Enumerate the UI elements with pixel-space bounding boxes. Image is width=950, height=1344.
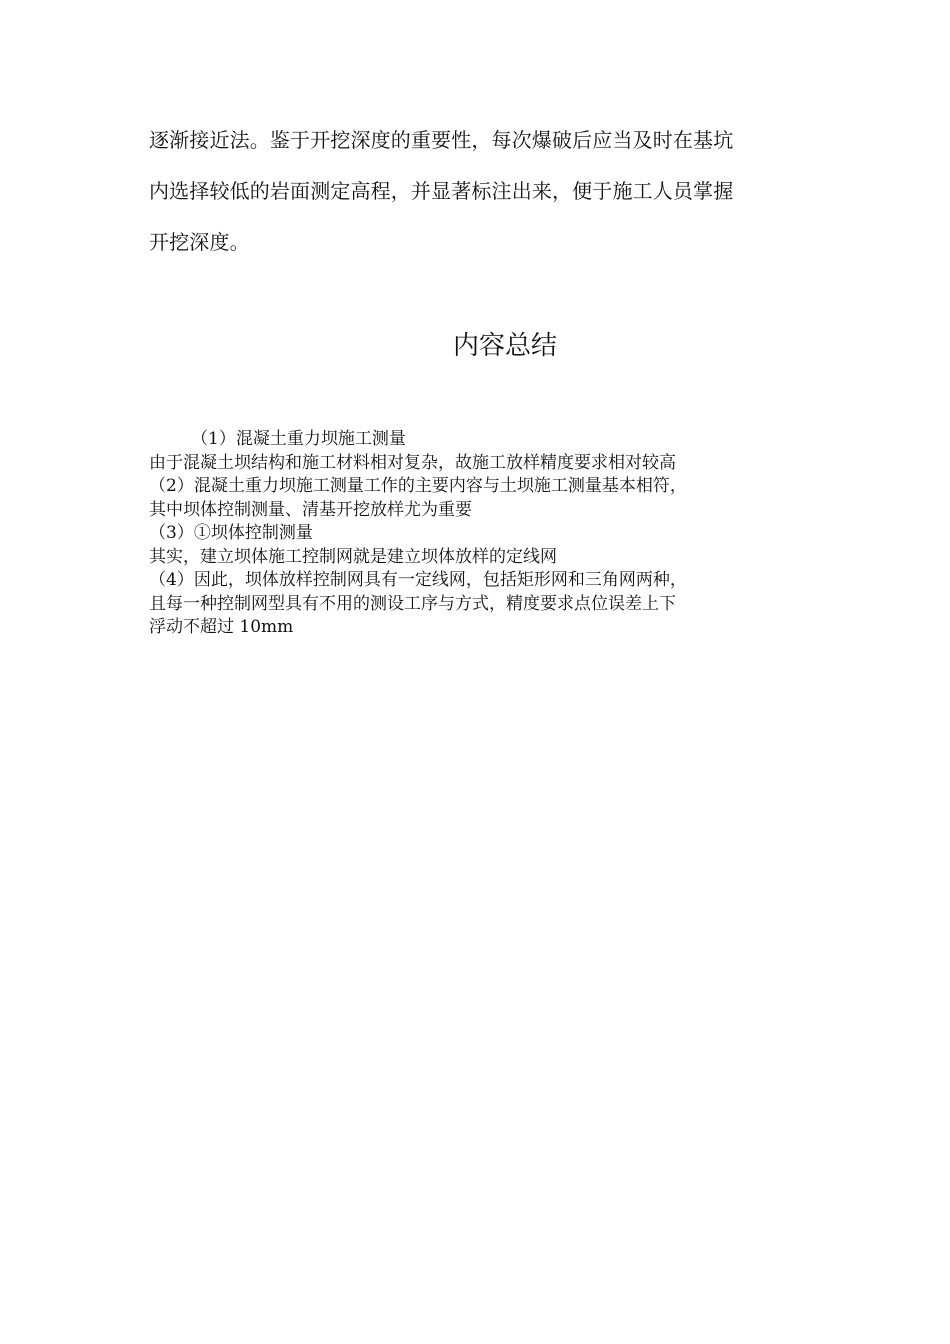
summary-line: （2）混凝土重力坝施工测量工作的主要内容与土坝施工测量基本相符，	[149, 476, 687, 496]
summary-line: （3）①坝体控制测量	[149, 523, 313, 543]
summary-line: （1）混凝土重力坝施工测量	[191, 429, 406, 449]
body-paragraph-line: 开挖深度。	[149, 230, 250, 254]
summary-line: 且每一种控制网型具有不用的测设工序与方式，精度要求点位误差上下	[149, 593, 676, 614]
body-paragraph	[149, 115, 801, 268]
summary-title: 内容总结	[452, 331, 557, 361]
summary-line: 由于混凝土坝结构和施工材料相对复杂，故施工放样精度要求相对较高	[149, 452, 676, 473]
summary-list	[149, 428, 809, 640]
summary-line: 浮动不超过 10mm	[149, 617, 294, 637]
body-paragraph-line: 逐渐接近法。鉴于开挖深度的重要性，每次爆破后应当及时在基坑	[149, 128, 734, 152]
summary-line: 其中坝体控制测量、清基开挖放样尤为重要	[149, 499, 472, 520]
body-paragraph-line: 内选择较低的岩面测定高程，并显著标注出来，便于施工人员掌握	[149, 179, 734, 203]
summary-line: （4）因此，坝体放样控制网具有一定线网，包括矩形网和三角网两种，	[149, 570, 687, 590]
summary-line: 其实，建立坝体施工控制网就是建立坝体放样的定线网	[149, 546, 557, 567]
